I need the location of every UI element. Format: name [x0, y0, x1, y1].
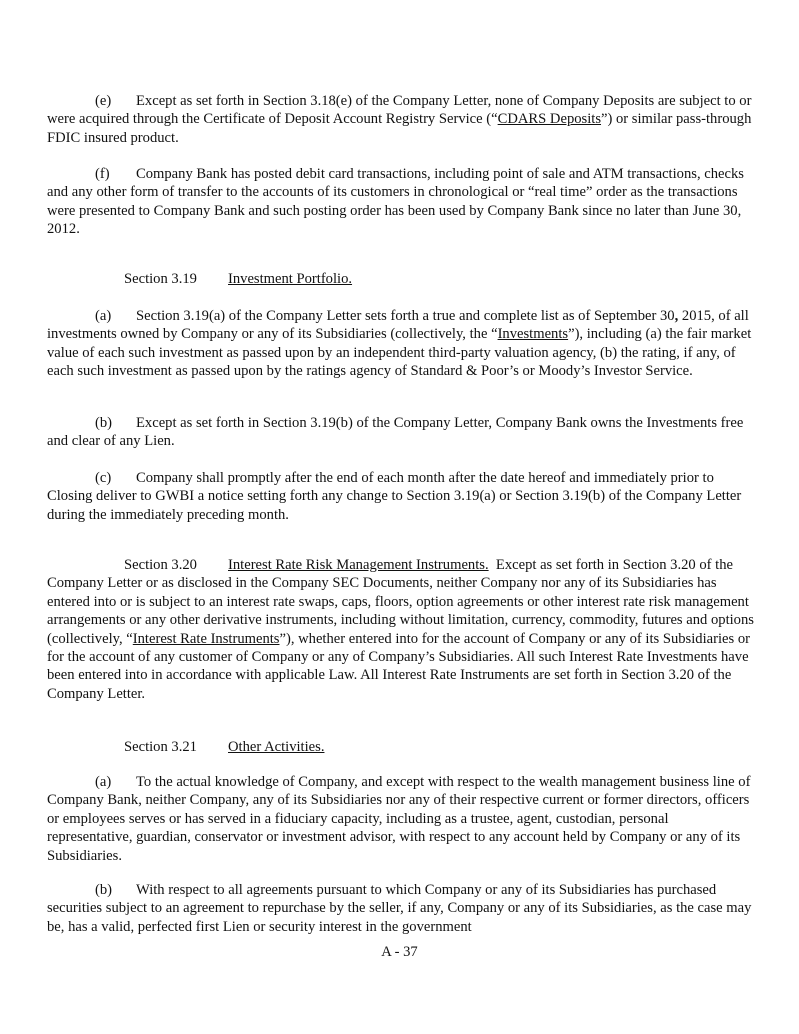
section-3-21-paragraph-a: (a) To the actual knowledge of Company, and except with respect to the wealth management business line of Company Bank, neither Company, any of its Subsidiaries nor any of their respective current or former directors, officers or employees serves or has served in a fiduciary capacity, including as a trustee, agent, custodian, personal representative, guardian, conservator or investment advisor, with respect to any account held by Company or any of its Subsidiaries. — [47, 774, 751, 864]
section-title: Investment Portfolio. — [228, 271, 353, 287]
section-heading-3-19 — [124, 270, 352, 288]
section-title: Other Activities. — [228, 739, 325, 755]
section-3-19-paragraph-b: (b) Except as set forth in Section 3.19(b) of the Company Letter, Company Bank owns the Investments free and clear of any Lien. — [47, 415, 744, 450]
defined-term-investments: Investments — [497, 326, 569, 343]
section-3-19-paragraph-a: (a) Section 3.19(a) of the Company Letter sets forth a true and complete list as of September 30, 2015, of all investments owned by Company or any of its Subsidiaries (collectively, the “Investments”), including (a) the fair market value of each such investment as passed upon by an independent third-party valuation agency, (b) the rating, if any, of each such investment as passed upon by the ratings agency of Standard & Poor’s or Moody’s Investor Service. — [47, 308, 752, 380]
paragraph-label: (a) — [95, 308, 112, 324]
paragraph-label: (c) — [95, 470, 112, 486]
paragraph-label: (b) — [95, 882, 113, 898]
section-number: Section 3.20 — [124, 557, 197, 573]
paragraph-label: (f) — [95, 166, 110, 182]
page-number: A - 37 — [381, 944, 418, 960]
section-3-19-paragraph-c: (c) Company shall promptly after the end of each month after the date hereof and immediately prior to Closing deliver to GWBI a notice setting forth any change to Section 3.19(a) or Section 3.19(b) of the Company Letter during the immediately preceding month. — [47, 470, 742, 523]
section-number: Section 3.19 — [124, 271, 197, 287]
section-3-20: Section 3.20 Interest Rate Risk Management Instruments. Except as set forth in Section 3.20 of the Company Letter or as disclosed in the Company SEC Documents, neither Company nor any of its Subsidiaries has entered into or is subject to an interest rate swaps, caps, floors, option agreements or other interest rate risk management arrangements or any other derivative instruments, including without limitation, currency, commodity, futures and options (collectively, “Interest Rate Instruments”), whether entered into for the account of Company or any of its Subsidiaries or for the account of any customer of Company or any of Company’s Subsidiaries. All such Interest Rate Investments have been entered into in accordance with applicable Law. All Interest Rate Instruments are set forth in Section 3.20 of the Company Letter. — [47, 557, 754, 702]
paragraph-label: (a) — [95, 774, 112, 790]
section-title: Interest Rate Risk Management Instruments. — [228, 557, 489, 573]
paragraph-f: (f) Company Bank has posted debit card transactions, including point of sale and ATM transactions, checks and any other form of transfer to the accounts of its customers in chronological or “real time” order as the transactions were presented to Company Bank and such posting order has been used by Company Bank since no later than June 30, 2012. — [47, 166, 744, 238]
paragraph-label: (b) — [95, 415, 113, 431]
defined-term-cdars-deposits: CDARS Deposits — [497, 111, 602, 128]
section-number: Section 3.21 — [124, 739, 197, 755]
defined-term-interest-rate-instruments: Interest Rate Instruments — [132, 630, 280, 647]
paragraph-e: (e) Except as set forth in Section 3.18(e) of the Company Letter, none of Company Deposits are subject to or were acquired through the Certificate of Deposit Account Registry Service (“CDARS Deposits”) or similar pass-through FDIC insured product. — [47, 93, 752, 146]
paragraph-label: (e) — [95, 93, 112, 109]
section-3-21-paragraph-b: (b) With respect to all agreements pursuant to which Company or any of its Subsidiaries has purchased securities subject to an agreement to repurchase by the seller, if any, Company or any of its Subsidiaries, as the case may be, has a valid, perfected first Lien or security interest in the government — [47, 882, 752, 935]
section-heading-3-21 — [124, 738, 324, 756]
